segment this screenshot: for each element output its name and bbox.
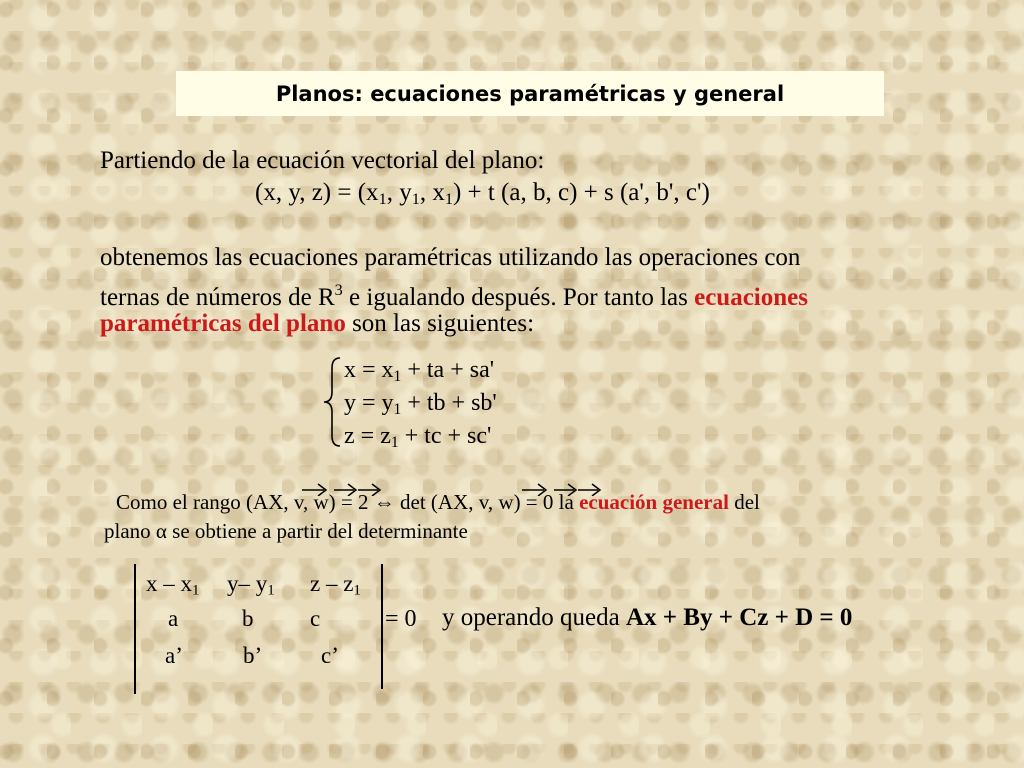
para-line-1: obtenemos las ecuaciones paramétricas utilizando las operaciones con — [100, 244, 801, 271]
matrix-r3c1: a’ — [165, 643, 183, 668]
matrix-r3c3: c’ — [321, 643, 339, 668]
vector-equation: (x, y, $z) = (x_1$, $y_1$, $x_1) + t$ (a, b, c) + s (a', b', c') — [255, 179, 710, 209]
param-eq-z: $z = z_1$ + tc + sc' — [344, 423, 492, 451]
result-line: y operando queda Ax + By + Cz + D = 0 — [442, 604, 853, 631]
matrix-r1c1: x – $x_1$ — [146, 571, 200, 599]
param-eq-x: $x = x_1$ + ta + sa' — [344, 357, 495, 385]
matrix-r2c2: b — [242, 606, 254, 631]
general-equation: Ax + By + Cz + D = 0 — [625, 604, 853, 631]
matrix-r1c2: y– $y_1$ — [227, 571, 275, 599]
param-eq-y: $y = y_1$ + tb + sb' — [344, 390, 497, 418]
rank-line-1: Como el rango (AX, v, w) = 2 ⇔ det (AX, v, w) = 0 la ecuación general del — [116, 490, 760, 514]
page-title: Planos: ecuaciones paramétricas y general — [275, 81, 785, 106]
matrix-r2c1: a — [168, 606, 179, 631]
determinant-equals-zero: = 0 — [385, 606, 417, 632]
para-line-3: paramétricas del plano son las siguientes: — [100, 310, 535, 337]
intro-line: Partiendo de la ecuación vectorial del plano: — [100, 147, 545, 174]
matrix-r3c2: b’ — [243, 643, 263, 668]
determinant-right-bar — [381, 564, 383, 689]
left-brace — [322, 356, 344, 448]
rank-line-2: plano α se obtiene a partir del determinante — [104, 519, 468, 543]
title-box — [176, 71, 884, 116]
matrix-r2c3: c — [310, 606, 321, 631]
para-line-2: ternas de números de $R^3$ e igualando después. Por tanto las ecuaciones — [100, 281, 808, 311]
iff-icon: ⇔ — [373, 490, 395, 514]
matrix-r1c3: z – $z_1$ — [310, 571, 361, 599]
determinant-left-bar — [134, 564, 136, 694]
